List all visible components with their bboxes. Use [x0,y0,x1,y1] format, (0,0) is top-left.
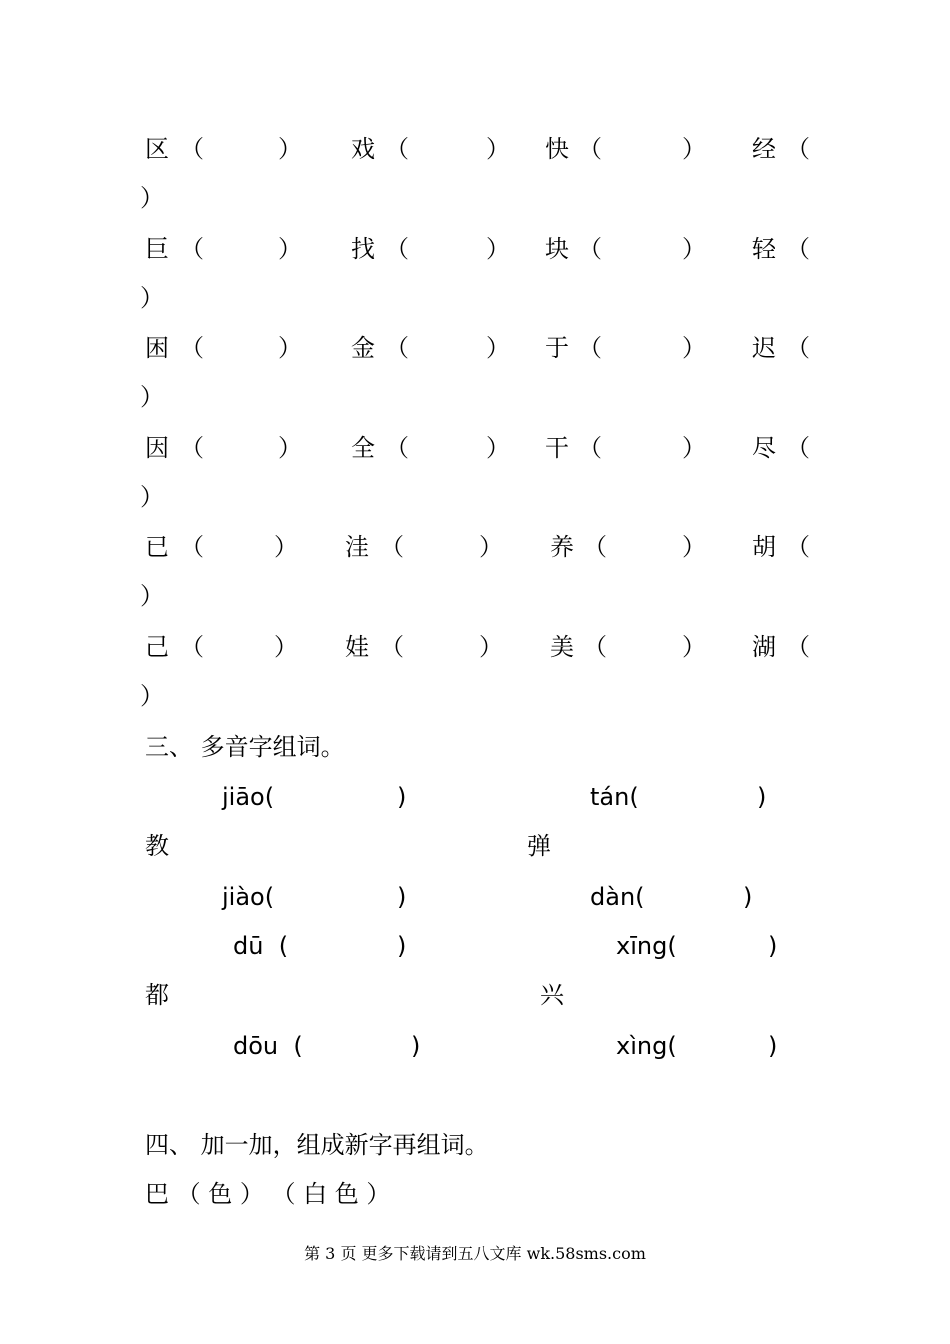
reading-dan: dàn( [590,883,645,911]
reading-dou: dōu ( [233,1032,303,1060]
grid-char: 于 [545,334,569,362]
paren-close: ） [140,582,164,610]
reading-du: dū ( [233,932,289,960]
paren-close: ） [682,334,706,362]
paren-close: ) [397,783,407,811]
paren-close: ) [768,932,778,960]
grid-char: 快 [545,135,569,163]
paren-open: （ [180,533,204,561]
paren-close: ） [140,284,164,312]
paren-open: （ [583,533,607,561]
grid-char: 美 [550,633,574,661]
grid-char: 区 [145,135,169,163]
page-footer: 第 3 页 更多下载请到五八文库 wk.58sms.com [304,1244,646,1263]
paren-open: （ [380,633,404,661]
grid-char: 经 [752,135,776,163]
paren-close: ） [682,633,706,661]
paren-open: （ [786,334,810,362]
paren-close: ） [682,135,706,163]
paren-open: （ [385,434,409,462]
paren-close: ) [768,1032,778,1060]
paren-open: （ [180,434,204,462]
paren-close: ） [140,483,164,511]
grid-char: 迟 [752,334,776,362]
paren-close: ） [682,434,706,462]
polyphone-char-xing: 兴 [540,981,564,1009]
paren-open: （ [578,434,602,462]
polyphone-char-tan: 弹 [527,832,551,860]
paren-close: ） [479,633,503,661]
paren-close: ） [140,383,164,411]
paren-open: （ [786,135,810,163]
paren-close: ） [682,533,706,561]
grid-char: 困 [145,334,169,362]
paren-open: （ [385,135,409,163]
grid-char: 干 [545,434,569,462]
paren-close: ） [140,682,164,710]
paren-close: ） [278,235,302,263]
paren-close: ) [411,1032,421,1060]
grid-char: 块 [545,235,569,263]
grid-char: 金 [351,334,375,362]
grid-char: 养 [550,533,574,561]
reading-tan: tán( [590,783,639,811]
section-4-title: 四、 加一加，组成新字再组词。 [145,1131,489,1159]
paren-close: ) [743,883,753,911]
paren-close: ） [274,633,298,661]
paren-open: （ [578,334,602,362]
grid-char: 娃 [345,633,369,661]
paren-close: ） [140,184,164,212]
grid-char: 因 [145,434,169,462]
paren-close: ) [397,883,407,911]
reading-xing1: xīng( [616,932,677,960]
grid-char: 洼 [345,533,369,561]
paren-open: （ [578,135,602,163]
paren-close: ） [486,434,510,462]
paren-open: （ [786,235,810,263]
grid-char: 尽 [752,434,776,462]
paren-close: ) [397,932,407,960]
grid-char: 巨 [145,235,169,263]
paren-close: ） [486,334,510,362]
grid-char: 湖 [752,633,776,661]
polyphone-char-jiao: 教 [145,832,169,860]
paren-open: （ [385,334,409,362]
paren-open: （ [180,633,204,661]
paren-close: ） [278,334,302,362]
section-3-title: 三、 多音字组词。 [145,733,345,761]
reading-xing4: xìng( [616,1032,677,1060]
paren-open: （ [385,235,409,263]
reading-jiao1: jiāo( [222,783,275,811]
paren-open: （ [180,235,204,263]
paren-close: ) [757,783,767,811]
paren-close: ） [274,533,298,561]
paren-open: （ [578,235,602,263]
section-4-line: 巴 （ 色 ） （ 白 色 ） [145,1180,391,1208]
paren-open: （ [786,533,810,561]
grid-char: 胡 [752,533,776,561]
polyphone-char-du: 都 [145,981,169,1009]
paren-close: ） [479,533,503,561]
grid-char: 戏 [351,135,375,163]
paren-open: （ [786,633,810,661]
grid-char: 己 [145,633,169,661]
paren-open: （ [180,334,204,362]
grid-char: 已 [145,533,169,561]
paren-close: ） [682,235,706,263]
grid-char: 找 [351,235,375,263]
paren-open: （ [380,533,404,561]
paren-open: （ [180,135,204,163]
paren-open: （ [583,633,607,661]
paren-close: ） [278,135,302,163]
grid-char: 全 [351,434,375,462]
paren-open: （ [786,434,810,462]
paren-close: ） [486,135,510,163]
paren-close: ） [278,434,302,462]
grid-char: 轻 [752,235,776,263]
reading-jiao4: jiào( [222,883,275,911]
paren-close: ） [486,235,510,263]
